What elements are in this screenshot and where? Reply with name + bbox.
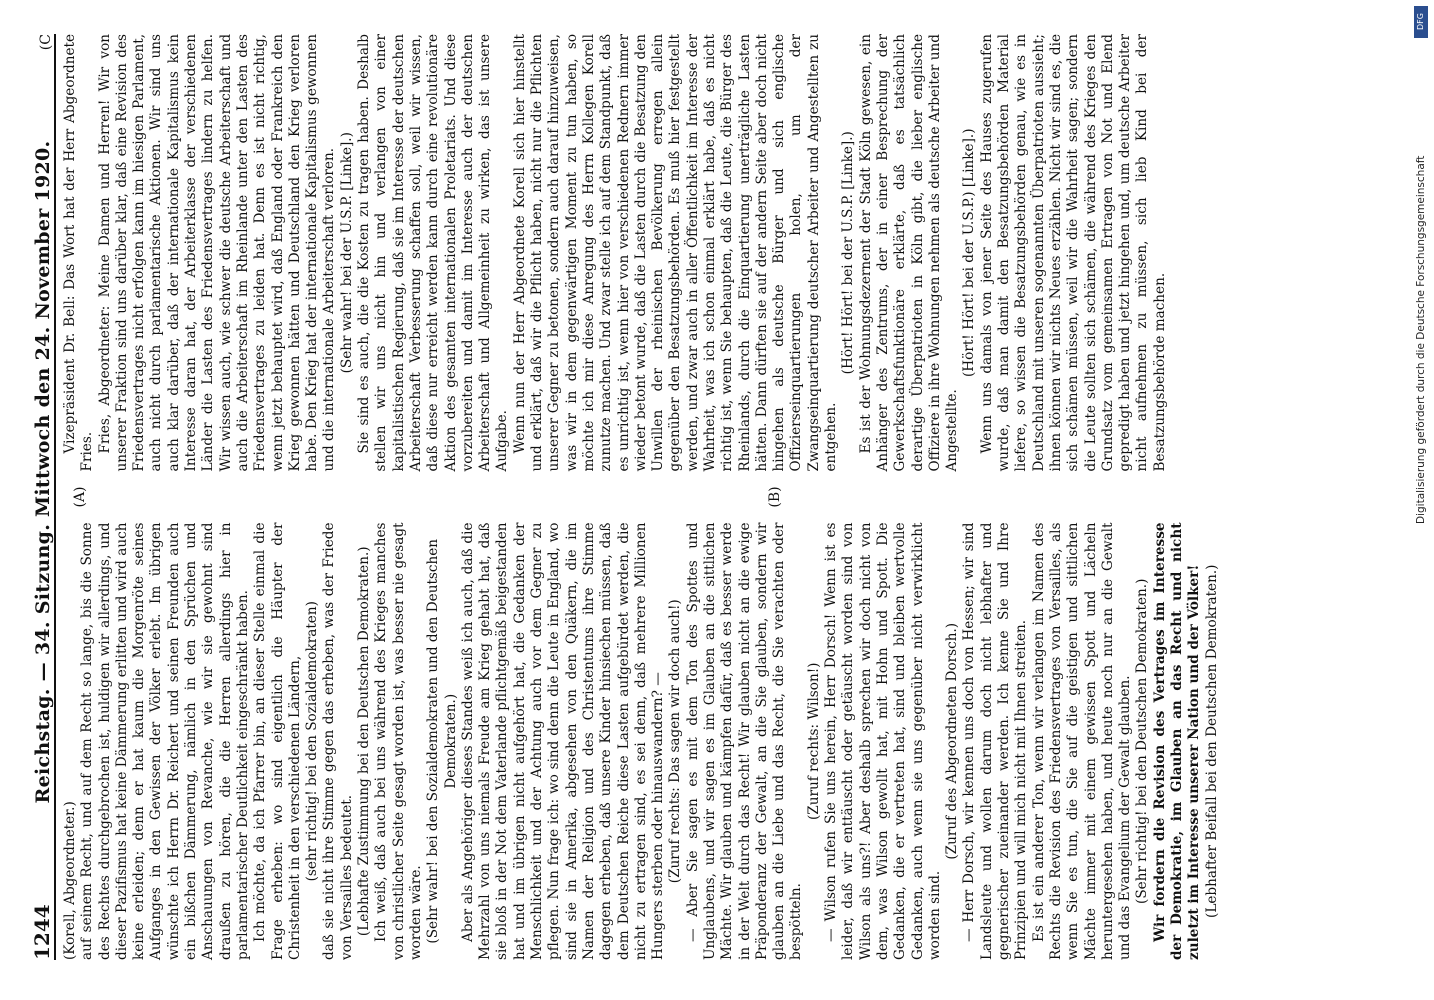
paragraph: — Herr Dorsch, wir kennen uns doch von Hessen; wir sind Landsleute und wollen darum doch nicht lebhafter und gegnerischer zueinander werden. Ich kenne Sie und Ihre Prinzipien und will mich nicht mit Ihnen streiten.: [961, 522, 1030, 960]
paragraph: Ich weiß, daß auch bei uns während des Krieges manches von christlicher Seite gesagt worden ist, was besser nie gesagt worden wäre.: [373, 522, 424, 960]
paragraph: daß sie nicht ihre Stimme gegen das erheben, was der Friede von Versailles bedeutet.: [321, 522, 355, 960]
interjection: (Hört! Hört! bei der U.S.P. [Linke].): [840, 131, 857, 375]
page-title: Reichstag. — 34. Sitzung. Mittwoch den 24. November 1920.: [32, 140, 54, 804]
digitization-credit: Digitalisierung gefördert durch die Deutsche Forschungsgemeinschaft: [1415, 155, 1427, 524]
margin-mark-a: (A): [72, 486, 88, 508]
paragraph: Es ist ein anderer Ton, wenn wir verlangen im Namen des Rechts die Revision des Friedensvertrages von Versailles, als wenn Sie es tun, die Sie auf die geistigen und sittlichen Mächte immer mit einem gewissen Spott und Lächeln heruntergesehen haben, und heute noch nur an die Gewalt und das Evangelium der Gewalt glauben.: [1030, 522, 1134, 960]
interjection: (Lebhafter Beifall bei den Deutschen Demokraten.): [1203, 564, 1220, 918]
digitization-sidebar: [1406, 0, 1434, 1000]
paragraph: Sie sind es auch, die die Kosten zu tragen haben. Deshalb stellen wir uns nicht hin und verlangen von einer kapitalistischen Regierung, daß sie im Interesse der deutschen Arbeiterschaft Verbesserung schaffen soll, weil wir wissen, daß diese nur erreicht werden kann durch eine revolutionäre Aktion des gesamten internationalen Proletariats. Und diese vorzubereiten und damit im Interesse auch der deutschen Arbeiterschaft und Allgemeinheit zu wirken, das ist unsere Aufgabe.: [356, 33, 511, 472]
interjection: (Lebhafte Zustimmung bei den Deutschen Demokraten.): [356, 546, 373, 937]
interjection: (Sehr wahr! bei den Sozialdemokraten und den Deutschen Demokraten.): [425, 538, 459, 944]
interjection: (Zuruf rechts: Wilson!): [805, 662, 822, 820]
interjection: (sehr richtig! bei den Sozialdemokraten): [304, 601, 321, 882]
paragraph: auf seinem Recht, und auf dem Recht so lange, bis die Sonne des Rechtes durchgebrochen ist, huldigen wir allerdings, und dieser Pazifismus hat keine Dämmerung erlitten und wird auch keine erleiden; denn er hat kaum die Morgenröte seines Aufganges in den Gewissen der Völker erlebt. Im übrigen wünschte ich Herrn Dr. Reichert und seinen Freunden auch ein bißchen Dämmerung, nämlich in den Sprüchen und Anschauungen von Revanche, wie wir sie gewohnt sind draußen zu hören, die die Herren allerdings hier in parlamentarischer Deutlichkeit eingeschränkt haben.: [79, 522, 251, 960]
paragraph: Es ist der Wohnungsdezernent der Stadt Köln gewesen, ein Anhänger des Zentrums, der in einer Besprechung der Gewerkschaftsfunktionäre erklärte, daß es tatsächlich derartige Überpatrioten in Köln gibt, die lieber englische Offiziere in ihre Wohnungen nehmen als deutsche Arbeiter und Angestellte.: [857, 33, 961, 472]
paragraph: Ich möchte, da ich Pfarrer bin, an dieser Stelle einmal die Frage erheben: wo sind eigentlich die Häupter der Christenheit in den verschiedenen Ländern,: [252, 522, 303, 960]
left-column: [62, 523, 1362, 961]
corner-mark: (C: [38, 34, 54, 51]
right-column: [62, 34, 1362, 472]
paragraph: Wenn uns damals von jener Seite des Hauses zugerufen wurde, daß man damit den Besatzungsbehörden Material liefere, so wissen die Besatzungsbehörden genau, wie es in Deutschland mit unseren sogenannten Überpatrioten aussieht; ihnen können wir nichts Neues erzählen. Nicht wir sind es, die sich schämen müssen, weil wir die Wahrheit sagen; sondern die Leute sollten sich schämen, die während des Krieges den Grundsatz vom gemeinsamen Ertragen von Not und Elend gepredigt haben und jetzt hingehen und, um deutsche Arbeiter nicht aufnehmen zu müssen, sich lieb Kind bei der Besatzungsbehörde machen.: [978, 33, 1168, 472]
paragraph: Aber als Angehöriger dieses Standes weiß ich auch, daß die Mehrzahl von uns niemals Freude am Krieg gehabt hat, daß sie bloß in der Not dem Vaterlande pflichtgemäß beigestanden hat und im übrigen nicht aufgehört hat, die Gedanken der Menschlichkeit und der Achtung auch vor dem Gegner zu pflegen. Nun frage ich: wo sind denn die Leute in England, wo sind sie in Amerika, abgesehen von den Quäkern, die im Namen der Religion und des Christentums ihre Stimme dagegen erheben, daß unsere Kinder hinsiechen müssen, daß dem Deutschen Reiche diese Lasten aufgebürdet werden, die nicht zu ertragen sind, es sei denn, daß mehrere Millionen Hungers sterben oder hinauswandern? —: [459, 522, 667, 960]
paragraph: — Wilson rufen Sie uns herein, Herr Dorsch! Wenn ist es leider, daß wir enttäuscht oder getäuscht worden sind von Wilson als uns?! Aber deshalb sprechen wir doch nicht von dem, was Wilson gewollt hat, mit Hohn und Spott. Die Gedanken, die er vertreten hat, sind und bleiben wertvolle Gedanken, auch wenn sie uns gegenüber nicht verwirklicht worden sind.: [823, 522, 943, 960]
interjection: (Zuruf rechts: Das sagen wir doch auch!): [667, 599, 684, 884]
interjection: (Hört! Hört! bei der U.S.P.) [Linke].): [961, 128, 978, 377]
paragraph: Wir fordern die Revision des Vertrages im Interesse der Demokratie, im Glauben an das Recht und nicht zuletzt im Interesse unserer Nation und der Völker!: [1151, 522, 1203, 960]
page-header: [28, 34, 56, 960]
paragraph: Vizepräsident Dr. Bell: Das Wort hat der Herr Abgeordnete Fries.: [62, 33, 96, 472]
interjection: (Zuruf des Abgeordneten Dorsch.): [944, 622, 961, 860]
margin-mark-b: (B): [767, 486, 783, 508]
interjection: (Sehr wahr! bei der U.S.P. [Linke].): [338, 132, 355, 374]
interjection: (Sehr richtig! bei den Deutschen Demokraten.): [1134, 578, 1151, 904]
dfg-logo: DFG: [1414, 6, 1428, 38]
text-columns: [62, 34, 1362, 960]
column-gutter: [62, 471, 1362, 522]
paragraph: Wenn nun der Herr Abgeordnete Korell sich hier hinstellt und erklärt, daß wir die Pflicht haben, nicht nur die Pflichten unserer Gegner zu betonen, sondern auch darauf hinzuweisen, was wir in dem gegenwärtigen Moment zu tun haben, so möchte ich mir diese Anregung des Herrn Kollegen Korell zunutze machen. Und zwar stelle ich auf dem Standpunkt, daß es unrichtig ist, wenn hier von verschiedenen Rednern immer wieder betont wurde, daß die Lasten durch die Besatzung den Unwillen der rheinischen Bevölkerung erregen allein gegenüber den Besatzungsbehörden. Es muß hier festgestellt werden, und zwar auch in aller Öffentlichkeit im Interesse der Wahrheit, was ich schon einmal erklärt habe, daß es nicht richtig ist, wenn Sie behaupten, daß die Leute, die Bürger des Rheinlands, durch die Einquartierung unerträgliche Lasten hätten. Dann dürften sie auf der andern Seite aber doch nicht hingehen als deutsche Bürger und sich englische Offizierseinquartierungen holen, um der Zwangseinquartierung deutscher Arbeiter und Angestellten zu entgehen.: [511, 33, 840, 472]
paragraph: (Korell, Abgeordneter.): [62, 801, 78, 960]
page-number: 1244: [30, 904, 54, 960]
paragraph: Fries, Abgeordneter: Meine Damen und Herren! Wir von unserer Fraktion sind uns darüber klar, daß eine Revision des Friedensvertrages nicht erfolgen kann im hiesigen Parlament, auch nicht durch parlamentarische Aktionen. Wir sind uns auch klar darüber, daß der internationale Kapitalismus kein Interesse daran hat, der Arbeiterklasse der verschiedenen Länder die Lasten des Friedensvertrages lindern zu helfen. Wir wissen auch, wie schwer die deutsche Arbeiterschaft und auch die Arbeiterschaft im Rheinlande unter den Lasten des Friedensvertrages zu leiden hat. Denn es ist nicht richtig, wenn jetzt behauptet wird, daß England oder Frankreich den Krieg gewonnen hätten und Deutschland den Krieg verloren habe. Den Krieg hat der internationale Kapitalismus gewonnen und die internationale Arbeiterschaft verloren.: [96, 33, 338, 472]
paragraph: — Aber Sie sagen es mit dem Ton des Spottes und Unglaubens, und wir sagen es im Glauben an die sittlichen Mächte. Wir glauben und kämpfen dafür, daß es besser werde in der Welt durch das Recht! Wir glauben nicht an die ewige Präponderanz der Gewalt, an die Sie glauben, sondern wir glauben an die Liebe und das Recht, die Sie verachten oder bespötteln.: [684, 522, 805, 960]
